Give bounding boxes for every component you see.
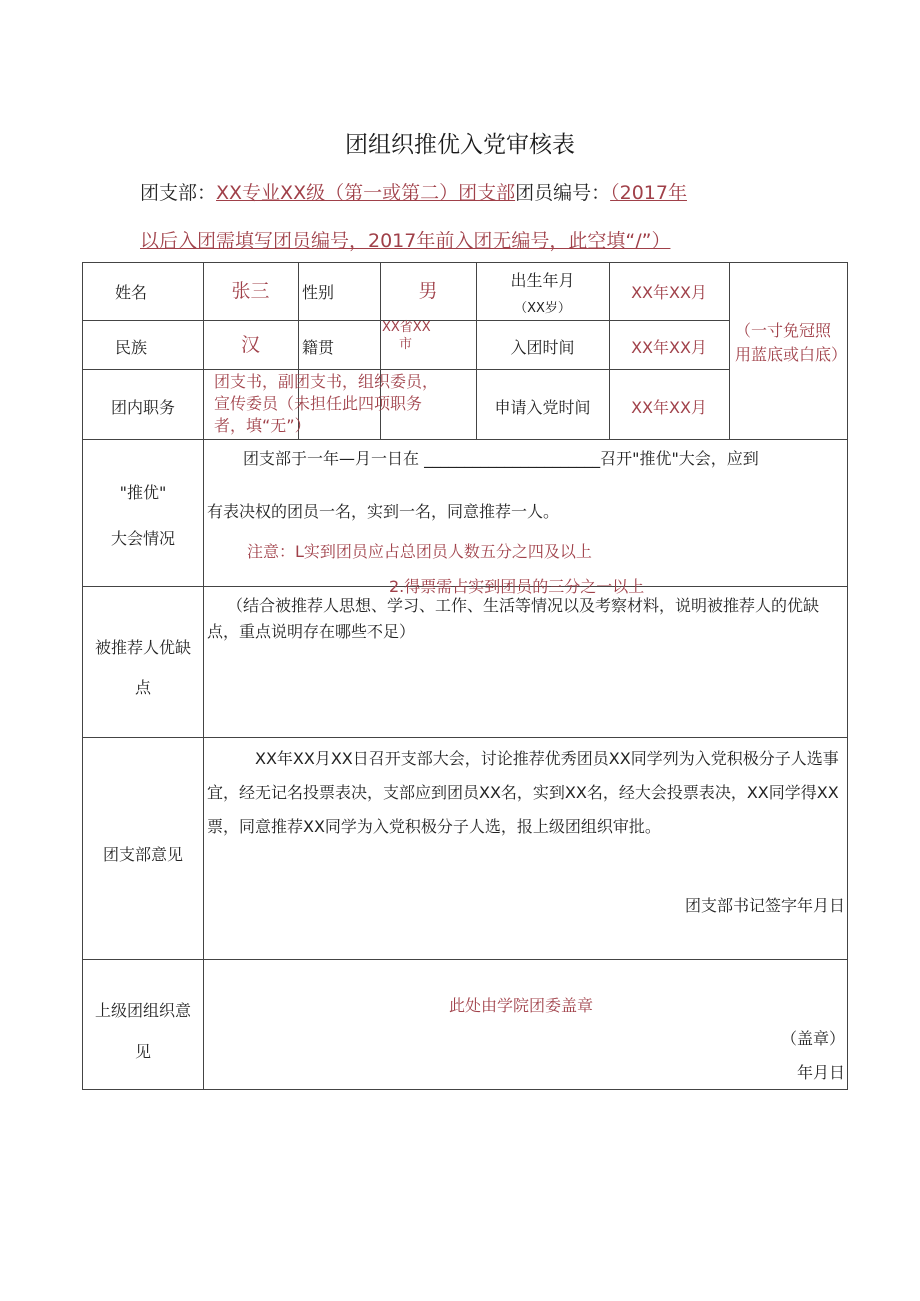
merits-label-2: 点: [134, 678, 151, 697]
photo-placeholder: （一寸免冠照用蓝底或白底）: [735, 321, 848, 364]
stamp-note: 此处由学院团委盖章: [449, 996, 594, 1015]
col-divider: [203, 263, 204, 1090]
birth-label: 出生年月: [510, 271, 575, 290]
member-no-note: 以后入团需填写团员编号，2017年前入团无编号，此空填“/”）: [140, 230, 671, 252]
meeting-note-2-clip: [389, 575, 689, 596]
position-value: 团支书，副团支书，组织委员，宣传委员（未担任此四项职务者，填“无”）: [214, 372, 439, 435]
row-divider: [83, 737, 848, 738]
meeting-label-2: 大会情况: [110, 529, 175, 548]
header-line-1: [140, 178, 687, 205]
native-place-label: 籍贯: [302, 338, 335, 357]
meeting-line-2: 有表决权的团员一名，实到一名，同意推荐一人。: [207, 502, 560, 521]
gender-value: 男: [418, 280, 438, 302]
branch-signature: 团支部书记签字年月日: [684, 896, 845, 915]
birth-value: XX年XX月: [631, 283, 707, 302]
review-table: [82, 262, 848, 1090]
meeting-note-1: 注意：L实到团员应占总团员人数五分之四及以上: [247, 542, 592, 561]
native-place-value-city: 市: [399, 337, 413, 352]
birth-age: （XX岁）: [514, 301, 571, 316]
branch-label: 团支部：: [140, 182, 217, 204]
upper-org-label-2: 见: [134, 1042, 151, 1061]
ethnicity-label: 民族: [114, 338, 147, 357]
upper-org-label: 上级团组织意: [94, 1001, 191, 1020]
merits-text: （结合被推荐人思想、学习、工作、生活等情况以及考察材料，说明被推荐人的优缺点，重点说明存在哪些不足）: [207, 596, 820, 641]
col-divider: [729, 263, 730, 439]
row-divider: [83, 439, 848, 440]
merits-label: 被推荐人优缺: [94, 638, 191, 657]
branch-value: XX专业XX级（第一或第二）团支部: [216, 182, 516, 204]
row-divider: [83, 959, 848, 960]
member-no-label: 团员编号：: [515, 182, 611, 204]
name-label: 姓名: [114, 283, 147, 302]
upper-date: 年月日: [796, 1063, 845, 1082]
position-label: 团内职务: [110, 398, 175, 417]
join-league-value: XX年XX月: [631, 338, 707, 357]
meeting-label: "推优": [119, 483, 167, 502]
row-divider: [83, 369, 729, 370]
join-league-label: 入团时间: [510, 338, 575, 357]
gender-label: 性别: [302, 283, 335, 302]
apply-party-label: 申请入党时间: [494, 398, 591, 417]
apply-party-value: XX年XX月: [631, 398, 707, 417]
branch-opinion-text: XX年XX月XX日召开支部大会，讨论推荐优秀团员XX同学列为入党积极分子人选事宜，经无记名投票表决，支部应到团员XX名，实到XX名，经大会投票表决，XX同学得XX票，同意推荐XX同学为入党积极分子人选，报上级团组织审批。: [207, 749, 839, 836]
meeting-note-2: 2.得票需占实到团员的三分之一以上: [389, 577, 645, 596]
branch-opinion-label: 团支部意见: [102, 845, 183, 864]
ethnicity-value: 汉: [240, 334, 260, 356]
member-no-value: （2017年: [610, 182, 687, 204]
meeting-line-1: 团支部于一年—月一日在 ______________________召开"推优"大会，应到: [243, 449, 759, 468]
stamp-label: （盖章）: [780, 1029, 845, 1048]
page-title: 团组织推优入党审核表: [345, 132, 575, 158]
name-value: 张三: [231, 280, 270, 302]
native-place-value: XX省XX: [382, 320, 431, 335]
